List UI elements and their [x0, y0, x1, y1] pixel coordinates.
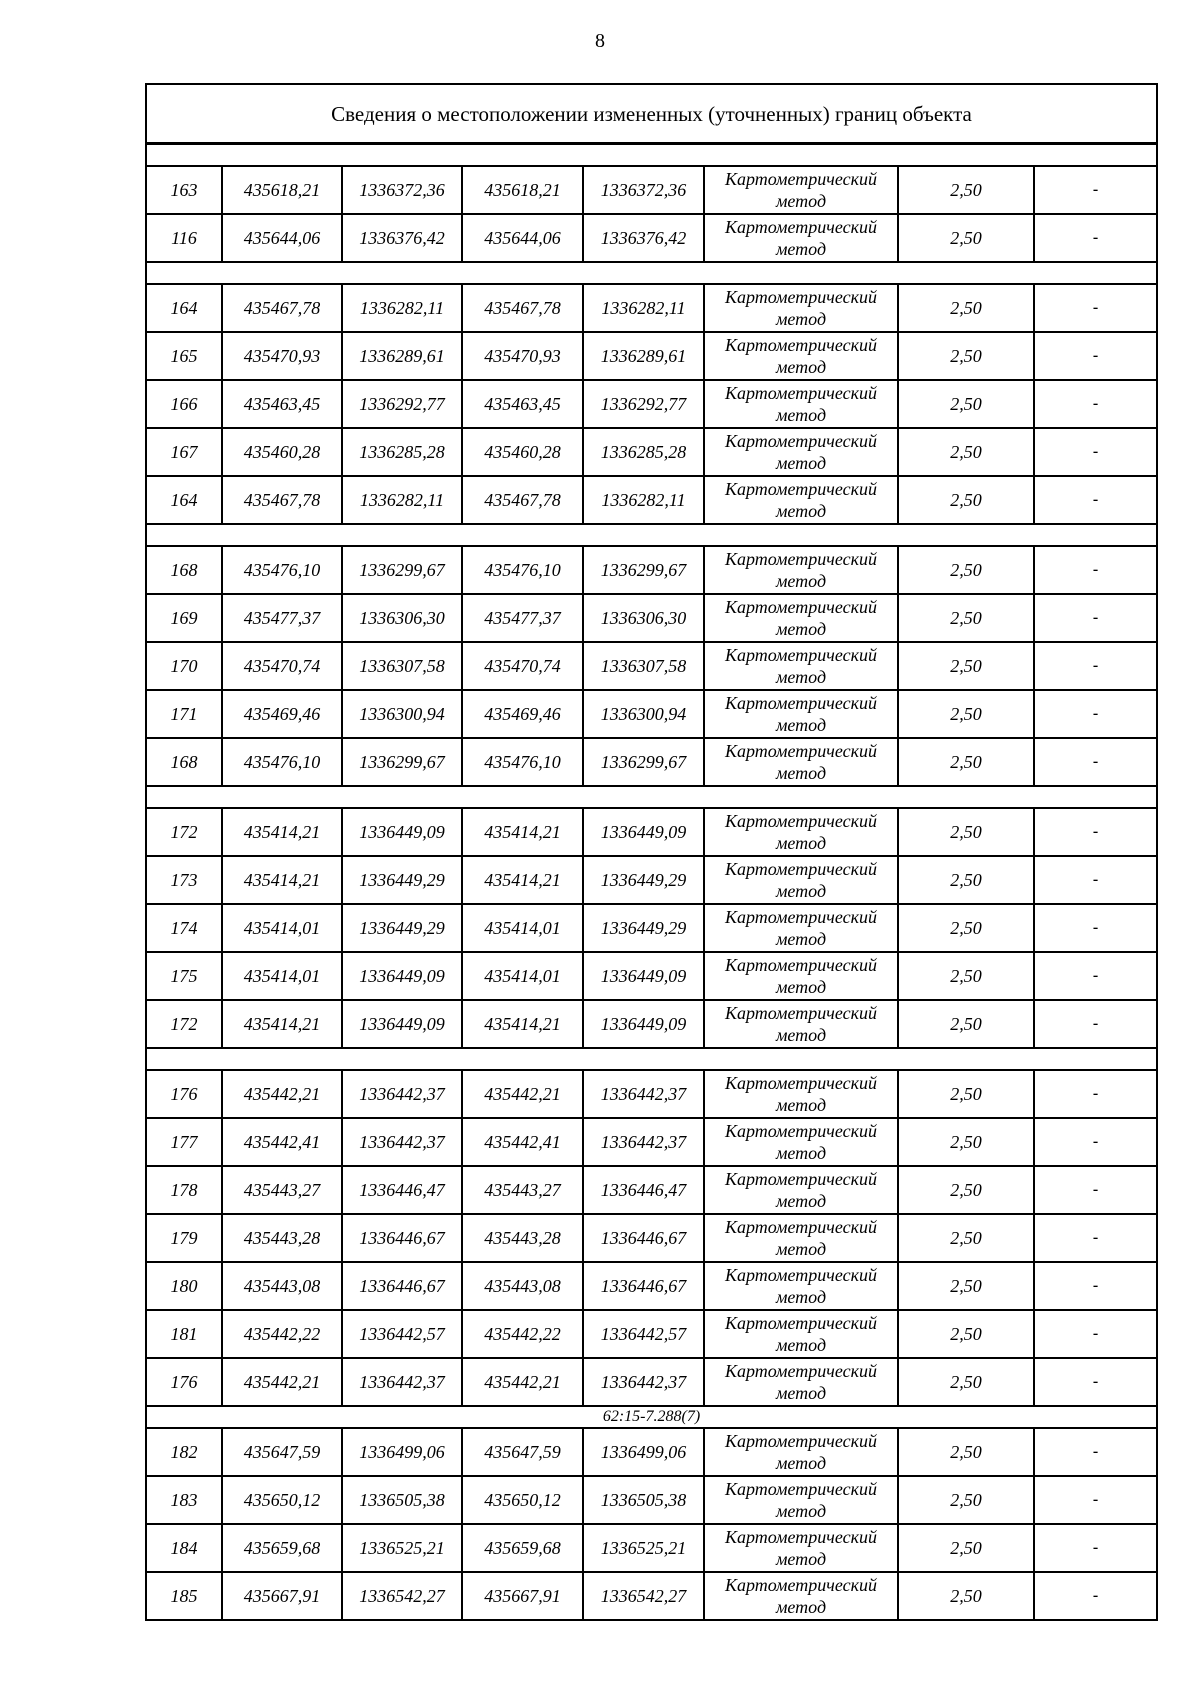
x-existing-cell: 435470,74 — [222, 642, 342, 690]
y-new-cell: 1336505,38 — [583, 1476, 704, 1524]
y-existing-cell: 1336307,58 — [342, 642, 462, 690]
method-cell: Картометрический метод — [704, 1524, 898, 1572]
accuracy-cell: 2,50 — [898, 642, 1034, 690]
method-cell: Картометрический метод — [704, 166, 898, 214]
method-cell: Картометрический метод — [704, 738, 898, 786]
table-row — [146, 1358, 1157, 1406]
y-existing-cell: 1336282,11 — [342, 476, 462, 524]
x-existing-cell: 435470,93 — [222, 332, 342, 380]
y-new-cell: 1336446,67 — [583, 1214, 704, 1262]
accuracy-cell: 2,50 — [898, 1214, 1034, 1262]
point-number-cell: 183 — [146, 1476, 222, 1524]
point-number-cell: 181 — [146, 1310, 222, 1358]
note-cell: - — [1034, 1428, 1157, 1476]
x-existing-cell: 435443,08 — [222, 1262, 342, 1310]
x-new-cell: 435476,10 — [462, 546, 583, 594]
accuracy-cell: 2,50 — [898, 1524, 1034, 1572]
note-cell: - — [1034, 1000, 1157, 1048]
note-cell: - — [1034, 1214, 1157, 1262]
method-cell: Картометрический метод — [704, 1166, 898, 1214]
y-new-cell: 1336449,09 — [583, 808, 704, 856]
x-existing-cell: 435476,10 — [222, 546, 342, 594]
x-existing-cell: 435667,91 — [222, 1572, 342, 1620]
note-cell: - — [1034, 1476, 1157, 1524]
group-label — [146, 262, 1157, 284]
group-label — [146, 786, 1157, 808]
x-existing-cell: 435442,21 — [222, 1358, 342, 1406]
note-cell: - — [1034, 1524, 1157, 1572]
note-cell: - — [1034, 380, 1157, 428]
x-existing-cell: 435647,59 — [222, 1428, 342, 1476]
y-existing-cell: 1336446,47 — [342, 1166, 462, 1214]
y-existing-cell: 1336446,67 — [342, 1262, 462, 1310]
accuracy-cell: 2,50 — [898, 380, 1034, 428]
point-number-cell: 172 — [146, 1000, 222, 1048]
point-number-cell: 168 — [146, 738, 222, 786]
y-existing-cell: 1336285,28 — [342, 428, 462, 476]
point-number-cell: 171 — [146, 690, 222, 738]
x-new-cell: 435470,93 — [462, 332, 583, 380]
accuracy-cell: 2,50 — [898, 690, 1034, 738]
table-row — [146, 856, 1157, 904]
accuracy-cell: 2,50 — [898, 428, 1034, 476]
accuracy-cell: 2,50 — [898, 1000, 1034, 1048]
x-new-cell: 435463,45 — [462, 380, 583, 428]
note-cell: - — [1034, 642, 1157, 690]
y-existing-cell: 1336442,37 — [342, 1118, 462, 1166]
table-row — [146, 166, 1157, 214]
table-title-row — [146, 84, 1157, 144]
accuracy-cell: 2,50 — [898, 594, 1034, 642]
accuracy-cell: 2,50 — [898, 904, 1034, 952]
table-row — [146, 476, 1157, 524]
accuracy-cell: 2,50 — [898, 952, 1034, 1000]
method-cell: Картометрический метод — [704, 1214, 898, 1262]
accuracy-cell: 2,50 — [898, 546, 1034, 594]
y-existing-cell: 1336299,67 — [342, 546, 462, 594]
method-cell: Картометрический метод — [704, 284, 898, 332]
x-existing-cell: 435467,78 — [222, 284, 342, 332]
note-cell: - — [1034, 856, 1157, 904]
note-cell: - — [1034, 594, 1157, 642]
y-existing-cell: 1336282,11 — [342, 284, 462, 332]
x-new-cell: 435443,08 — [462, 1262, 583, 1310]
method-cell: Картометрический метод — [704, 332, 898, 380]
method-cell: Картометрический метод — [704, 380, 898, 428]
note-cell: - — [1034, 1572, 1157, 1620]
y-existing-cell: 1336449,09 — [342, 808, 462, 856]
x-new-cell: 435414,01 — [462, 904, 583, 952]
point-number-cell: 176 — [146, 1358, 222, 1406]
table-row — [146, 904, 1157, 952]
x-existing-cell: 435442,22 — [222, 1310, 342, 1358]
point-number-cell: 172 — [146, 808, 222, 856]
method-cell: Картометрический метод — [704, 1428, 898, 1476]
x-existing-cell: 435414,01 — [222, 904, 342, 952]
x-existing-cell: 435618,21 — [222, 166, 342, 214]
note-cell: - — [1034, 476, 1157, 524]
accuracy-cell: 2,50 — [898, 1476, 1034, 1524]
x-new-cell: 435467,78 — [462, 476, 583, 524]
boundary-table — [145, 83, 1158, 1621]
y-new-cell: 1336542,27 — [583, 1572, 704, 1620]
accuracy-cell: 2,50 — [898, 1118, 1034, 1166]
method-cell: Картометрический метод — [704, 1070, 898, 1118]
method-cell: Картометрический метод — [704, 856, 898, 904]
y-existing-cell: 1336449,09 — [342, 952, 462, 1000]
method-cell: Картометрический метод — [704, 642, 898, 690]
y-existing-cell: 1336499,06 — [342, 1428, 462, 1476]
table-row — [146, 1000, 1157, 1048]
group-separator-row — [146, 262, 1157, 284]
y-existing-cell: 1336442,37 — [342, 1358, 462, 1406]
y-new-cell: 1336289,61 — [583, 332, 704, 380]
x-existing-cell: 435477,37 — [222, 594, 342, 642]
accuracy-cell: 2,50 — [898, 808, 1034, 856]
note-cell: - — [1034, 952, 1157, 1000]
x-existing-cell: 435659,68 — [222, 1524, 342, 1572]
x-existing-cell: 435650,12 — [222, 1476, 342, 1524]
table-row — [146, 1572, 1157, 1620]
table-row — [146, 1262, 1157, 1310]
y-new-cell: 1336449,09 — [583, 952, 704, 1000]
y-existing-cell: 1336446,67 — [342, 1214, 462, 1262]
x-existing-cell: 435443,28 — [222, 1214, 342, 1262]
method-cell: Картометрический метод — [704, 1118, 898, 1166]
table-row — [146, 380, 1157, 428]
x-new-cell: 435442,21 — [462, 1070, 583, 1118]
method-cell: Картометрический метод — [704, 690, 898, 738]
point-number-cell: 180 — [146, 1262, 222, 1310]
group-label — [146, 144, 1157, 167]
y-existing-cell: 1336292,77 — [342, 380, 462, 428]
y-existing-cell: 1336306,30 — [342, 594, 462, 642]
accuracy-cell: 2,50 — [898, 214, 1034, 262]
x-new-cell: 435470,74 — [462, 642, 583, 690]
group-separator-row — [146, 786, 1157, 808]
y-existing-cell: 1336372,36 — [342, 166, 462, 214]
method-cell: Картометрический метод — [704, 952, 898, 1000]
table-row — [146, 1118, 1157, 1166]
y-new-cell: 1336442,57 — [583, 1310, 704, 1358]
x-new-cell: 435443,28 — [462, 1214, 583, 1262]
table-row — [146, 332, 1157, 380]
note-cell: - — [1034, 546, 1157, 594]
point-number-cell: 176 — [146, 1070, 222, 1118]
y-new-cell: 1336442,37 — [583, 1070, 704, 1118]
table-row — [146, 738, 1157, 786]
y-existing-cell: 1336449,29 — [342, 904, 462, 952]
group-label — [146, 1048, 1157, 1070]
table-row — [146, 1070, 1157, 1118]
method-cell: Картометрический метод — [704, 1358, 898, 1406]
accuracy-cell: 2,50 — [898, 1310, 1034, 1358]
note-cell: - — [1034, 428, 1157, 476]
x-new-cell: 435443,27 — [462, 1166, 583, 1214]
x-existing-cell: 435467,78 — [222, 476, 342, 524]
point-number-cell: 179 — [146, 1214, 222, 1262]
method-cell: Картометрический метод — [704, 1000, 898, 1048]
y-new-cell: 1336499,06 — [583, 1428, 704, 1476]
note-cell: - — [1034, 1358, 1157, 1406]
x-new-cell: 435442,21 — [462, 1358, 583, 1406]
y-existing-cell: 1336505,38 — [342, 1476, 462, 1524]
note-cell: - — [1034, 1118, 1157, 1166]
x-new-cell: 435659,68 — [462, 1524, 583, 1572]
method-cell: Картометрический метод — [704, 594, 898, 642]
table-row — [146, 952, 1157, 1000]
note-cell: - — [1034, 332, 1157, 380]
accuracy-cell: 2,50 — [898, 1166, 1034, 1214]
table-title: Сведения о местоположении измененных (уточненных) границ объекта — [146, 84, 1157, 144]
y-new-cell: 1336299,67 — [583, 738, 704, 786]
x-existing-cell: 435442,41 — [222, 1118, 342, 1166]
table-row — [146, 642, 1157, 690]
x-new-cell: 435647,59 — [462, 1428, 583, 1476]
y-new-cell: 1336372,36 — [583, 166, 704, 214]
x-existing-cell: 435442,21 — [222, 1070, 342, 1118]
accuracy-cell: 2,50 — [898, 332, 1034, 380]
y-new-cell: 1336306,30 — [583, 594, 704, 642]
point-number-cell: 185 — [146, 1572, 222, 1620]
table-row — [146, 428, 1157, 476]
accuracy-cell: 2,50 — [898, 856, 1034, 904]
x-new-cell: 435618,21 — [462, 166, 583, 214]
y-existing-cell: 1336376,42 — [342, 214, 462, 262]
group-separator-row — [146, 1048, 1157, 1070]
x-new-cell: 435460,28 — [462, 428, 583, 476]
point-number-cell: 178 — [146, 1166, 222, 1214]
y-existing-cell: 1336449,29 — [342, 856, 462, 904]
x-existing-cell: 435414,21 — [222, 808, 342, 856]
point-number-cell: 166 — [146, 380, 222, 428]
y-new-cell: 1336449,09 — [583, 1000, 704, 1048]
y-new-cell: 1336442,37 — [583, 1118, 704, 1166]
x-existing-cell: 435414,01 — [222, 952, 342, 1000]
method-cell: Картометрический метод — [704, 428, 898, 476]
y-existing-cell: 1336442,37 — [342, 1070, 462, 1118]
accuracy-cell: 2,50 — [898, 738, 1034, 786]
method-cell: Картометрический метод — [704, 1476, 898, 1524]
accuracy-cell: 2,50 — [898, 284, 1034, 332]
table-row — [146, 1166, 1157, 1214]
note-cell: - — [1034, 1310, 1157, 1358]
x-new-cell: 435477,37 — [462, 594, 583, 642]
x-existing-cell: 435463,45 — [222, 380, 342, 428]
point-number-cell: 165 — [146, 332, 222, 380]
accuracy-cell: 2,50 — [898, 1358, 1034, 1406]
note-cell: - — [1034, 690, 1157, 738]
y-new-cell: 1336299,67 — [583, 546, 704, 594]
point-number-cell: 164 — [146, 284, 222, 332]
page-number: 8 — [595, 30, 605, 52]
table-row — [146, 1428, 1157, 1476]
x-new-cell: 435442,22 — [462, 1310, 583, 1358]
y-new-cell: 1336442,37 — [583, 1358, 704, 1406]
table-row — [146, 214, 1157, 262]
note-cell: - — [1034, 1070, 1157, 1118]
table-row — [146, 1214, 1157, 1262]
y-new-cell: 1336446,67 — [583, 1262, 704, 1310]
method-cell: Картометрический метод — [704, 1262, 898, 1310]
point-number-cell: 116 — [146, 214, 222, 262]
table-row — [146, 594, 1157, 642]
point-number-cell: 175 — [146, 952, 222, 1000]
point-number-cell: 174 — [146, 904, 222, 952]
table-row — [146, 1476, 1157, 1524]
y-existing-cell: 1336449,09 — [342, 1000, 462, 1048]
method-cell: Картометрический метод — [704, 214, 898, 262]
x-new-cell: 435414,21 — [462, 808, 583, 856]
y-new-cell: 1336376,42 — [583, 214, 704, 262]
group-label — [146, 524, 1157, 546]
x-existing-cell: 435414,21 — [222, 856, 342, 904]
x-new-cell: 435414,21 — [462, 1000, 583, 1048]
table-row — [146, 284, 1157, 332]
x-new-cell: 435667,91 — [462, 1572, 583, 1620]
note-cell: - — [1034, 1262, 1157, 1310]
method-cell: Картометрический метод — [704, 476, 898, 524]
point-number-cell: 167 — [146, 428, 222, 476]
point-number-cell: 163 — [146, 166, 222, 214]
table-row — [146, 690, 1157, 738]
y-existing-cell: 1336299,67 — [342, 738, 462, 786]
table-row — [146, 1310, 1157, 1358]
group-separator-row — [146, 1406, 1157, 1428]
table-row — [146, 808, 1157, 856]
x-existing-cell: 435460,28 — [222, 428, 342, 476]
y-new-cell: 1336282,11 — [583, 476, 704, 524]
group-separator-row — [146, 524, 1157, 546]
x-new-cell: 435650,12 — [462, 1476, 583, 1524]
x-new-cell: 435644,06 — [462, 214, 583, 262]
y-new-cell: 1336525,21 — [583, 1524, 704, 1572]
x-existing-cell: 435443,27 — [222, 1166, 342, 1214]
x-existing-cell: 435476,10 — [222, 738, 342, 786]
y-existing-cell: 1336525,21 — [342, 1524, 462, 1572]
note-cell: - — [1034, 808, 1157, 856]
x-existing-cell: 435644,06 — [222, 214, 342, 262]
x-new-cell: 435476,10 — [462, 738, 583, 786]
point-number-cell: 170 — [146, 642, 222, 690]
x-new-cell: 435442,41 — [462, 1118, 583, 1166]
x-new-cell: 435414,21 — [462, 856, 583, 904]
accuracy-cell: 2,50 — [898, 476, 1034, 524]
accuracy-cell: 2,50 — [898, 1262, 1034, 1310]
note-cell: - — [1034, 214, 1157, 262]
y-existing-cell: 1336300,94 — [342, 690, 462, 738]
point-number-cell: 173 — [146, 856, 222, 904]
accuracy-cell: 2,50 — [898, 1572, 1034, 1620]
group-label: 62:15-7.288(7) — [146, 1406, 1157, 1428]
method-cell: Картометрический метод — [704, 808, 898, 856]
method-cell: Картометрический метод — [704, 1310, 898, 1358]
note-cell: - — [1034, 284, 1157, 332]
y-new-cell: 1336449,29 — [583, 856, 704, 904]
y-new-cell: 1336449,29 — [583, 904, 704, 952]
point-number-cell: 168 — [146, 546, 222, 594]
x-new-cell: 435469,46 — [462, 690, 583, 738]
y-new-cell: 1336292,77 — [583, 380, 704, 428]
x-new-cell: 435467,78 — [462, 284, 583, 332]
y-new-cell: 1336300,94 — [583, 690, 704, 738]
point-number-cell: 164 — [146, 476, 222, 524]
y-new-cell: 1336282,11 — [583, 284, 704, 332]
point-number-cell: 177 — [146, 1118, 222, 1166]
group-separator-row — [146, 144, 1157, 167]
note-cell: - — [1034, 738, 1157, 786]
method-cell: Картометрический метод — [704, 1572, 898, 1620]
y-existing-cell: 1336289,61 — [342, 332, 462, 380]
point-number-cell: 184 — [146, 1524, 222, 1572]
x-existing-cell: 435469,46 — [222, 690, 342, 738]
y-new-cell: 1336446,47 — [583, 1166, 704, 1214]
accuracy-cell: 2,50 — [898, 1070, 1034, 1118]
accuracy-cell: 2,50 — [898, 1428, 1034, 1476]
y-existing-cell: 1336542,27 — [342, 1572, 462, 1620]
method-cell: Картометрический метод — [704, 546, 898, 594]
point-number-cell: 169 — [146, 594, 222, 642]
table-row — [146, 1524, 1157, 1572]
x-new-cell: 435414,01 — [462, 952, 583, 1000]
note-cell: - — [1034, 1166, 1157, 1214]
point-number-cell: 182 — [146, 1428, 222, 1476]
table-row — [146, 546, 1157, 594]
note-cell: - — [1034, 904, 1157, 952]
x-existing-cell: 435414,21 — [222, 1000, 342, 1048]
y-new-cell: 1336285,28 — [583, 428, 704, 476]
note-cell: - — [1034, 166, 1157, 214]
y-new-cell: 1336307,58 — [583, 642, 704, 690]
y-existing-cell: 1336442,57 — [342, 1310, 462, 1358]
method-cell: Картометрический метод — [704, 904, 898, 952]
accuracy-cell: 2,50 — [898, 166, 1034, 214]
